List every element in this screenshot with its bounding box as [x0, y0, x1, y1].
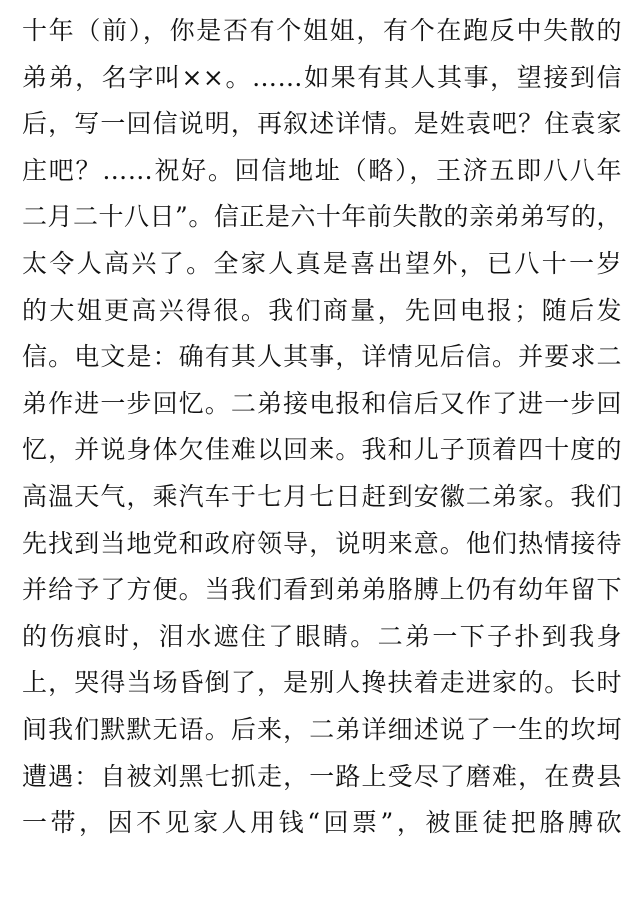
- text-line-11: 高温天气，乘汽车于七月七日赶到安徽二弟家。我们: [22, 481, 622, 511]
- body-text: [22, 8, 622, 847]
- text-line-14: 的伤痕时，泪水遮住了眼睛。二弟一下子扑到我身: [22, 621, 622, 651]
- text-line-16: 间我们默默无语。后来，二弟详细述说了一生的坎坷: [22, 714, 622, 744]
- text-line-8: 信。电文是：确有其人其事，详情见后信。并要求二: [22, 342, 622, 372]
- text-line-10: 忆，并说身体欠佳难以回来。我和儿子顶着四十度的: [22, 435, 622, 465]
- text-line-4: 庄吧？……祝好。回信地址（略），王济五即八八年: [22, 155, 622, 185]
- text-line-7: 的大姐更高兴得很。我们商量，先回电报；随后发: [22, 295, 622, 325]
- text-line-12: 先找到当地党和政府领导，说明来意。他们热情接待: [22, 528, 622, 558]
- text-line-9: 弟作进一步回忆。二弟接电报和信后又作了进一步回: [22, 388, 622, 418]
- text-line-5: 二月二十八日”。信正是六十年前失散的亲弟弟写的，: [22, 202, 622, 232]
- text-line-13: 并给予了方便。当我们看到弟弟胳膊上仍有幼年留下: [22, 575, 622, 605]
- text-line-15: 上，哭得当场昏倒了，是别人搀扶着走进家的。长时: [22, 668, 622, 698]
- text-line-18: 一带，因不见家人用钱“回票”，被匪徒把胳膊砍: [22, 808, 622, 838]
- text-line-3: 后，写一回信说明，再叙述详情。是姓袁吧？住袁家: [22, 109, 622, 139]
- text-line-6: 太令人高兴了。全家人真是喜出望外，已八十一岁: [22, 248, 622, 278]
- text-line-17: 遭遇：自被刘黑七抓走，一路上受尽了磨难，在费县: [22, 761, 622, 791]
- text-line-1: 十年（前），你是否有个姐姐，有个在跑反中失散的: [22, 16, 622, 45]
- text-line-2: 弟弟，名字叫××。……如果有其人其事，望接到信: [22, 62, 622, 92]
